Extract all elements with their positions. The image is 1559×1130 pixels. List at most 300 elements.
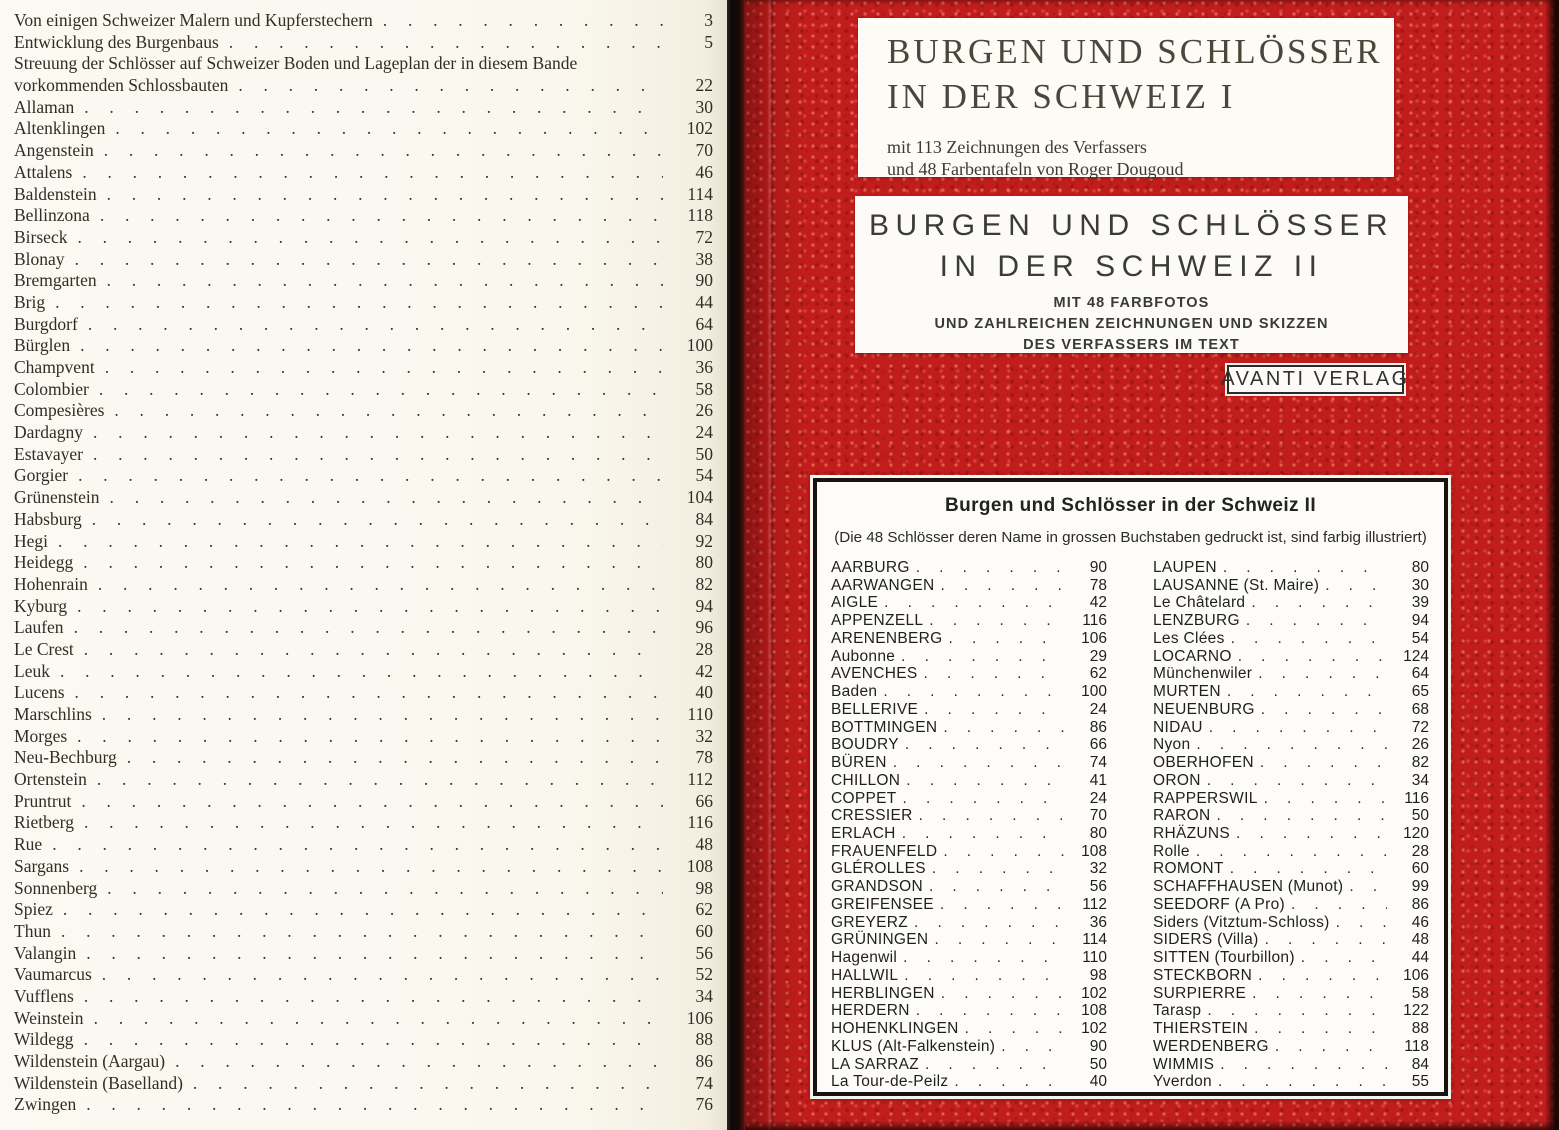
toc-entry-title: Vufflens xyxy=(14,985,74,1006)
vol1-subtitle-line2: und 48 Farbentafeln von Roger Dougoud xyxy=(887,159,1184,179)
dot-leader xyxy=(1246,612,1387,630)
index-entry-name: GRANDSON xyxy=(831,878,923,896)
toc-page xyxy=(0,0,728,1130)
toc-entry-title: Hohenrain xyxy=(14,573,88,594)
dot-leader xyxy=(916,559,1065,577)
toc-entry xyxy=(14,465,713,487)
index-entry-page: 80 xyxy=(1089,825,1107,843)
index-entry-page: 88 xyxy=(1411,1020,1429,1038)
index-entry xyxy=(831,665,1107,683)
index-entry-name: THIERSTEIN xyxy=(1153,1020,1249,1038)
toc-entry xyxy=(14,1073,713,1095)
toc-entry-title: Wildegg xyxy=(14,1029,74,1050)
toc-entry-title: Valangin xyxy=(14,942,77,963)
toc-entry xyxy=(14,75,713,97)
dot-leader xyxy=(102,964,663,986)
toc-entry-title: Von einigen Schweizer Malern und Kupferstechern xyxy=(14,10,373,30)
dot-leader xyxy=(893,754,1065,772)
toc-entry-page: 30 xyxy=(695,96,713,117)
index-entry-name: GREYERZ xyxy=(831,913,909,931)
index-entry xyxy=(831,630,1107,648)
index-entry-page: 40 xyxy=(1089,1073,1107,1091)
toc-entry-page: 54 xyxy=(695,465,713,486)
toc-entry xyxy=(14,53,713,75)
index-entry xyxy=(831,754,1107,772)
index-entry-page: 122 xyxy=(1403,1002,1429,1020)
dot-leader xyxy=(193,1073,663,1095)
toc-entry xyxy=(14,769,713,791)
toc-entry-page: 84 xyxy=(695,508,713,529)
index-entry-name: CHILLON xyxy=(831,771,901,789)
toc-entry-page: 44 xyxy=(695,291,713,312)
index-entry-name: Rolle xyxy=(1153,842,1190,860)
index-entry xyxy=(1153,577,1429,595)
toc-entry xyxy=(14,726,713,748)
dot-leader xyxy=(1325,577,1387,595)
toc-entry xyxy=(14,1094,713,1116)
toc-entry-page: 32 xyxy=(695,725,713,746)
index-entry xyxy=(831,772,1107,790)
toc-entry xyxy=(14,1008,713,1030)
toc-entry-title: Heidegg xyxy=(14,552,74,573)
dot-leader xyxy=(905,736,1065,754)
toc-entry-page: 3 xyxy=(704,10,713,30)
index-entry-page: 64 xyxy=(1411,665,1429,683)
index-entry xyxy=(831,931,1107,949)
dot-leader xyxy=(903,790,1065,808)
index-entry xyxy=(831,701,1107,719)
toc-entry xyxy=(14,357,713,379)
toc-entry xyxy=(14,574,713,596)
dot-leader xyxy=(78,465,663,487)
vol2-subtitle-line: DES VERFASSERS IM TEXT xyxy=(1023,337,1240,353)
index-entry xyxy=(1153,1038,1429,1056)
index-entry-name: SITTEN (Tourbillon) xyxy=(1153,949,1295,967)
toc-entry-page: 108 xyxy=(686,855,713,876)
vol2-subtitle-line: UND ZAHLREICHEN ZEICHNUNGEN UND SKIZZEN xyxy=(934,316,1329,332)
toc-entry-page: 72 xyxy=(695,226,713,247)
index-entry-name: SIDERS (Villa) xyxy=(1153,931,1259,949)
index-entry-page: 102 xyxy=(1081,984,1107,1002)
vol1-subtitle xyxy=(887,136,1384,180)
index-entry-page: 90 xyxy=(1089,1037,1107,1055)
dot-leader xyxy=(93,422,663,444)
toc-entry-page: 114 xyxy=(687,183,713,204)
index-entry-page: 112 xyxy=(1082,895,1107,913)
dot-leader xyxy=(52,834,663,856)
toc-entry xyxy=(14,10,713,32)
index-entry xyxy=(1153,559,1429,577)
cover-right-edge xyxy=(1545,0,1559,1130)
index-entry xyxy=(1153,807,1429,825)
toc-entry-title: Sargans xyxy=(14,855,70,876)
dot-leader xyxy=(107,878,663,900)
index-entry-name: FRAUENFELD xyxy=(831,842,938,860)
index-entry-page: 60 xyxy=(1411,860,1429,878)
toc-entry-page: 34 xyxy=(695,985,713,1006)
toc-entry-page: 58 xyxy=(695,378,713,399)
index-entry-page: 55 xyxy=(1411,1073,1429,1091)
toc-entry-title: vorkommenden Schlossbauten xyxy=(14,75,229,96)
dot-leader xyxy=(1254,1020,1387,1038)
dot-leader xyxy=(81,791,663,813)
index-entry-name: Siders (Vitztum-Schloss) xyxy=(1153,913,1330,931)
index-entry-name: LAUPEN xyxy=(1153,559,1217,576)
dot-leader xyxy=(86,943,663,965)
index-panel-note: (Die 48 Schlösser deren Name in grossen Buchstaben gedruckt ist, sind farbig illustriert) xyxy=(834,529,1427,546)
dot-leader xyxy=(940,577,1065,595)
toc-entry-page: 98 xyxy=(695,877,713,898)
toc-entry xyxy=(14,227,713,249)
dot-leader xyxy=(965,1020,1065,1038)
dot-leader xyxy=(902,825,1065,843)
toc-entry-title: Hegi xyxy=(14,530,49,551)
toc-entry xyxy=(14,682,713,704)
toc-entry-title: Habsburg xyxy=(14,508,82,529)
index-entry-page: 116 xyxy=(1404,789,1429,807)
index-entry xyxy=(1153,736,1429,754)
toc-entry-title: Leuk xyxy=(14,660,50,681)
toc-entry xyxy=(14,834,713,856)
dot-leader xyxy=(1231,630,1387,648)
index-entry-name: AIGLE xyxy=(831,594,879,612)
index-entry-page: 118 xyxy=(1404,1037,1429,1055)
index-entry xyxy=(831,860,1107,878)
dot-leader xyxy=(77,726,663,748)
dot-leader xyxy=(941,985,1065,1003)
toc-entry-title: Streuung der Schlösser auf Schweizer Boden und Lageplan der in diesem Bande xyxy=(14,53,578,74)
index-entry xyxy=(831,683,1107,701)
toc-entry xyxy=(14,552,713,574)
index-entry xyxy=(831,949,1107,967)
vol1-title-line1: BURGEN UND SCHLÖSSER xyxy=(887,32,1383,71)
toc-entry-page: 70 xyxy=(695,140,713,161)
index-entry-page: 99 xyxy=(1411,878,1429,896)
toc-entry-page: 78 xyxy=(695,747,713,768)
dot-leader xyxy=(84,986,663,1008)
toc-entry xyxy=(14,335,713,357)
vol2-title-line2: IN DER SCHWEIZ II xyxy=(939,250,1324,283)
toc-entry-title: Bürglen xyxy=(14,335,71,356)
toc-entry-title: Rue xyxy=(14,834,43,855)
toc-entry-title: Gorgier xyxy=(14,465,69,486)
index-entry-name: Les Clées xyxy=(1153,629,1225,647)
index-entry xyxy=(1153,772,1429,790)
dot-leader xyxy=(86,1094,663,1116)
index-entry-page: 58 xyxy=(1411,984,1429,1002)
index-entry-name: SURPIERRE xyxy=(1153,984,1247,1002)
index-entry-name: HALLWIL xyxy=(831,966,899,984)
index-entry-name: LAUSANNE (St. Maire) xyxy=(1153,576,1320,594)
toc-entry-title: Spiez xyxy=(14,899,53,920)
toc-entry xyxy=(14,986,713,1008)
index-entry-name: HERBLINGEN xyxy=(831,984,935,1002)
toc-entry xyxy=(14,205,713,227)
dot-leader xyxy=(127,747,663,769)
toc-entry xyxy=(14,596,713,618)
index-entry-page: 66 xyxy=(1089,736,1107,754)
hinge-crease xyxy=(767,0,774,1130)
toc-entry-page: 102 xyxy=(686,118,713,139)
index-entry xyxy=(831,1038,1107,1056)
index-entry xyxy=(1153,612,1429,630)
toc-entry-title: Zwingen xyxy=(14,1094,77,1115)
index-entry-page: 46 xyxy=(1411,913,1429,931)
toc-entry xyxy=(14,856,713,878)
index-entry-name: HERDERN xyxy=(831,1002,910,1020)
toc-entry-title: Angenstein xyxy=(14,140,94,161)
toc-entry-page: 90 xyxy=(695,270,713,291)
dot-leader xyxy=(94,1008,663,1030)
toc-entry-page: 96 xyxy=(695,617,713,638)
dot-leader xyxy=(79,856,663,878)
toc-entry-title: Allaman xyxy=(14,96,75,117)
dot-leader xyxy=(229,32,663,54)
index-entry-page: 110 xyxy=(1082,949,1107,967)
index-entry-name: RARON xyxy=(1153,807,1211,825)
dot-leader xyxy=(1264,790,1387,808)
toc-entry-title: Burgdorf xyxy=(14,313,78,334)
index-entry-name: RHÄZUNS xyxy=(1153,825,1231,843)
index-entry-page: 24 xyxy=(1089,789,1107,807)
dot-leader xyxy=(77,227,663,249)
dot-leader xyxy=(1196,736,1387,754)
index-entry xyxy=(1153,914,1429,932)
toc-entry-title: Lucens xyxy=(14,682,65,703)
dot-leader xyxy=(84,812,663,834)
dot-leader xyxy=(1216,807,1387,825)
index-entry-name: AARBURG xyxy=(831,559,910,576)
index-entry-name: Münchenwiler xyxy=(1153,665,1253,683)
toc-entry-page: 22 xyxy=(695,75,713,96)
index-entry xyxy=(1153,630,1429,648)
index-entry-page: 124 xyxy=(1403,647,1429,665)
index-entry-page: 54 xyxy=(1411,629,1429,647)
dot-leader xyxy=(84,1029,663,1051)
dot-leader xyxy=(916,1002,1065,1020)
toc-entry xyxy=(14,704,713,726)
toc-entry-title: Baldenstein xyxy=(14,183,97,204)
toc-entry-title: Brig xyxy=(14,291,46,312)
toc-entry-page: 28 xyxy=(695,638,713,659)
index-entry-name: GREIFENSEE xyxy=(831,895,934,913)
dot-leader xyxy=(1223,559,1387,577)
index-entry xyxy=(831,985,1107,1003)
index-entry-name: AVENCHES xyxy=(831,665,918,683)
toc-entry-title: Grünenstein xyxy=(14,487,100,508)
toc-entry-page: 26 xyxy=(695,400,713,421)
dot-leader xyxy=(84,639,663,661)
toc-entry-page: 112 xyxy=(687,769,713,790)
index-entry-name: GLÉROLLES xyxy=(831,860,926,878)
dot-leader xyxy=(954,1073,1065,1091)
toc-entry-title: Wildenstein (Aargau) xyxy=(14,1051,166,1071)
index-entry-name: BÜREN xyxy=(831,754,887,772)
dot-leader xyxy=(97,769,663,791)
index-entry-name: Le Châtelard xyxy=(1153,594,1246,612)
index-entry-page: 114 xyxy=(1082,931,1107,949)
dot-leader xyxy=(75,682,663,704)
dot-leader xyxy=(1230,860,1387,878)
dot-leader xyxy=(75,249,663,271)
dot-leader xyxy=(884,594,1065,612)
toc-entry-title: Weinstein xyxy=(14,1007,84,1028)
index-entry xyxy=(831,719,1107,737)
toc-entry xyxy=(14,531,713,553)
index-entry-name: ERLACH xyxy=(831,825,896,843)
index-entry-name: BELLERIVE xyxy=(831,700,919,718)
index-entry xyxy=(831,967,1107,985)
index-entry xyxy=(831,843,1107,861)
toc-entry xyxy=(14,379,713,401)
toc-entry-title: Wildenstein (Baselland) xyxy=(14,1072,183,1093)
dot-leader xyxy=(63,899,663,921)
dot-leader xyxy=(906,772,1065,790)
toc-entry-page: 52 xyxy=(695,964,713,985)
toc-entry-title: Pruntrut xyxy=(14,790,72,811)
index-entry xyxy=(1153,860,1429,878)
dot-leader xyxy=(105,357,663,379)
index-entry xyxy=(1153,719,1429,737)
toc-entry-page: 5 xyxy=(704,31,713,52)
dot-leader xyxy=(1238,648,1387,666)
toc-entry xyxy=(14,747,713,769)
toc-entry-title: Marschlins xyxy=(14,704,92,724)
index-entry-page: 90 xyxy=(1089,559,1107,576)
dot-leader xyxy=(943,719,1065,737)
dot-leader xyxy=(107,184,663,206)
toc-entry-page: 60 xyxy=(695,920,713,941)
index-entry-page: 72 xyxy=(1411,718,1429,736)
dot-leader xyxy=(1265,931,1387,949)
toc-entry-title: Blonay xyxy=(14,248,65,269)
index-entry xyxy=(1153,790,1429,808)
index-entry-page: 34 xyxy=(1411,771,1429,789)
toc-entry-page: 86 xyxy=(695,1051,713,1071)
index-entry-page: 50 xyxy=(1411,807,1429,825)
dot-leader xyxy=(924,701,1065,719)
dot-leader xyxy=(1218,1073,1387,1091)
toc-entry xyxy=(14,487,713,509)
vol1-subtitle-line1: mit 113 Zeichnungen des Verfassers xyxy=(887,137,1147,157)
dot-leader xyxy=(914,914,1065,932)
dot-leader xyxy=(1001,1038,1065,1056)
dot-leader xyxy=(943,843,1065,861)
toc-entry-page: 116 xyxy=(687,812,713,833)
dot-leader xyxy=(1261,701,1387,719)
index-entry-name: LOCARNO xyxy=(1153,647,1232,665)
spine-gap xyxy=(727,0,745,1130)
toc-entry xyxy=(14,1051,713,1073)
dot-leader xyxy=(924,665,1065,683)
index-entry xyxy=(1153,648,1429,666)
dot-leader xyxy=(93,444,663,466)
toc-entry-title: Laufen xyxy=(14,617,64,638)
toc-entry-page: 104 xyxy=(686,487,713,508)
index-entry xyxy=(1153,825,1429,843)
dot-leader xyxy=(1209,719,1387,737)
index-entry-page: 106 xyxy=(1403,966,1429,984)
toc-entry-page: 38 xyxy=(695,248,713,269)
toc-entry xyxy=(14,400,713,422)
index-entry-page: 78 xyxy=(1089,576,1107,594)
toc-entry-title: Sonnenberg xyxy=(14,877,98,898)
toc-entry-page: 118 xyxy=(687,205,713,226)
index-entry xyxy=(1153,1002,1429,1020)
toc-entry-page: 88 xyxy=(695,1029,713,1050)
index-entry xyxy=(1153,665,1429,683)
toc-entry-title: Ortenstein xyxy=(14,769,87,790)
dot-leader xyxy=(1291,896,1387,914)
dot-leader xyxy=(115,118,663,140)
dot-leader xyxy=(74,617,663,639)
index-entry-page: 56 xyxy=(1089,878,1107,896)
vol2-title-line1: BURGEN UND SCHLÖSSER xyxy=(868,209,1395,242)
index-entry xyxy=(831,612,1107,630)
index-entry xyxy=(831,577,1107,595)
index-entry-page: 28 xyxy=(1411,842,1429,860)
toc-entry-page: 80 xyxy=(695,552,713,573)
index-entry xyxy=(1153,754,1429,772)
dot-leader xyxy=(1207,772,1387,790)
index-entry-name: LA SARRAZ xyxy=(831,1055,919,1073)
toc-entry-title: Birseck xyxy=(14,226,68,247)
toc-entry-title: Estavayer xyxy=(14,443,83,464)
toc-entry-page: 42 xyxy=(695,660,713,681)
toc-entry-page: 92 xyxy=(695,530,713,551)
toc-entry-page: 82 xyxy=(695,573,713,594)
toc-entry xyxy=(14,878,713,900)
dot-leader xyxy=(110,487,663,509)
toc-entry-page: 46 xyxy=(695,161,713,182)
toc-entry xyxy=(14,617,713,639)
index-entry-page: 29 xyxy=(1089,647,1107,665)
toc-entry xyxy=(14,943,713,965)
toc-entry xyxy=(14,32,713,54)
dot-leader xyxy=(1251,594,1387,612)
index-entry-name: WIMMIS xyxy=(1153,1055,1215,1073)
index-entry xyxy=(831,736,1107,754)
index-entry-page: 86 xyxy=(1089,718,1107,736)
toc-entry xyxy=(14,639,713,661)
index-column-2 xyxy=(1153,559,1429,1091)
index-entry-name: NIDAU xyxy=(1153,718,1203,736)
toc-entry-page: 48 xyxy=(695,834,713,855)
index-entry-page: 41 xyxy=(1089,771,1107,789)
dot-leader xyxy=(98,574,663,596)
index-entry-name: Nyon xyxy=(1153,736,1191,754)
toc-entry xyxy=(14,1029,713,1051)
toc-entry-title: Rietberg xyxy=(14,812,74,833)
index-entry-name: GRÜNINGEN xyxy=(831,931,929,949)
dot-leader xyxy=(904,967,1065,985)
dot-leader xyxy=(55,292,663,314)
toc-entry xyxy=(14,97,713,119)
toc-entry-title: Compesières xyxy=(14,400,105,421)
toc-entry-title: Altenklingen xyxy=(14,118,106,139)
index-entry-page: 26 xyxy=(1411,736,1429,754)
index-entry-name: BOUDRY xyxy=(831,736,899,754)
index-entry-name: SCHAFFHAUSEN (Munot) xyxy=(1153,878,1344,896)
toc-entry-page: 76 xyxy=(695,1094,713,1115)
dot-leader xyxy=(919,807,1065,825)
dot-leader xyxy=(102,704,663,726)
index-entry-page: 108 xyxy=(1081,1002,1107,1020)
dot-leader xyxy=(903,949,1065,967)
dot-leader xyxy=(1260,754,1387,772)
index-entry-name: APPENZELL xyxy=(831,612,924,630)
toc-entry-title: Kyburg xyxy=(14,595,68,616)
